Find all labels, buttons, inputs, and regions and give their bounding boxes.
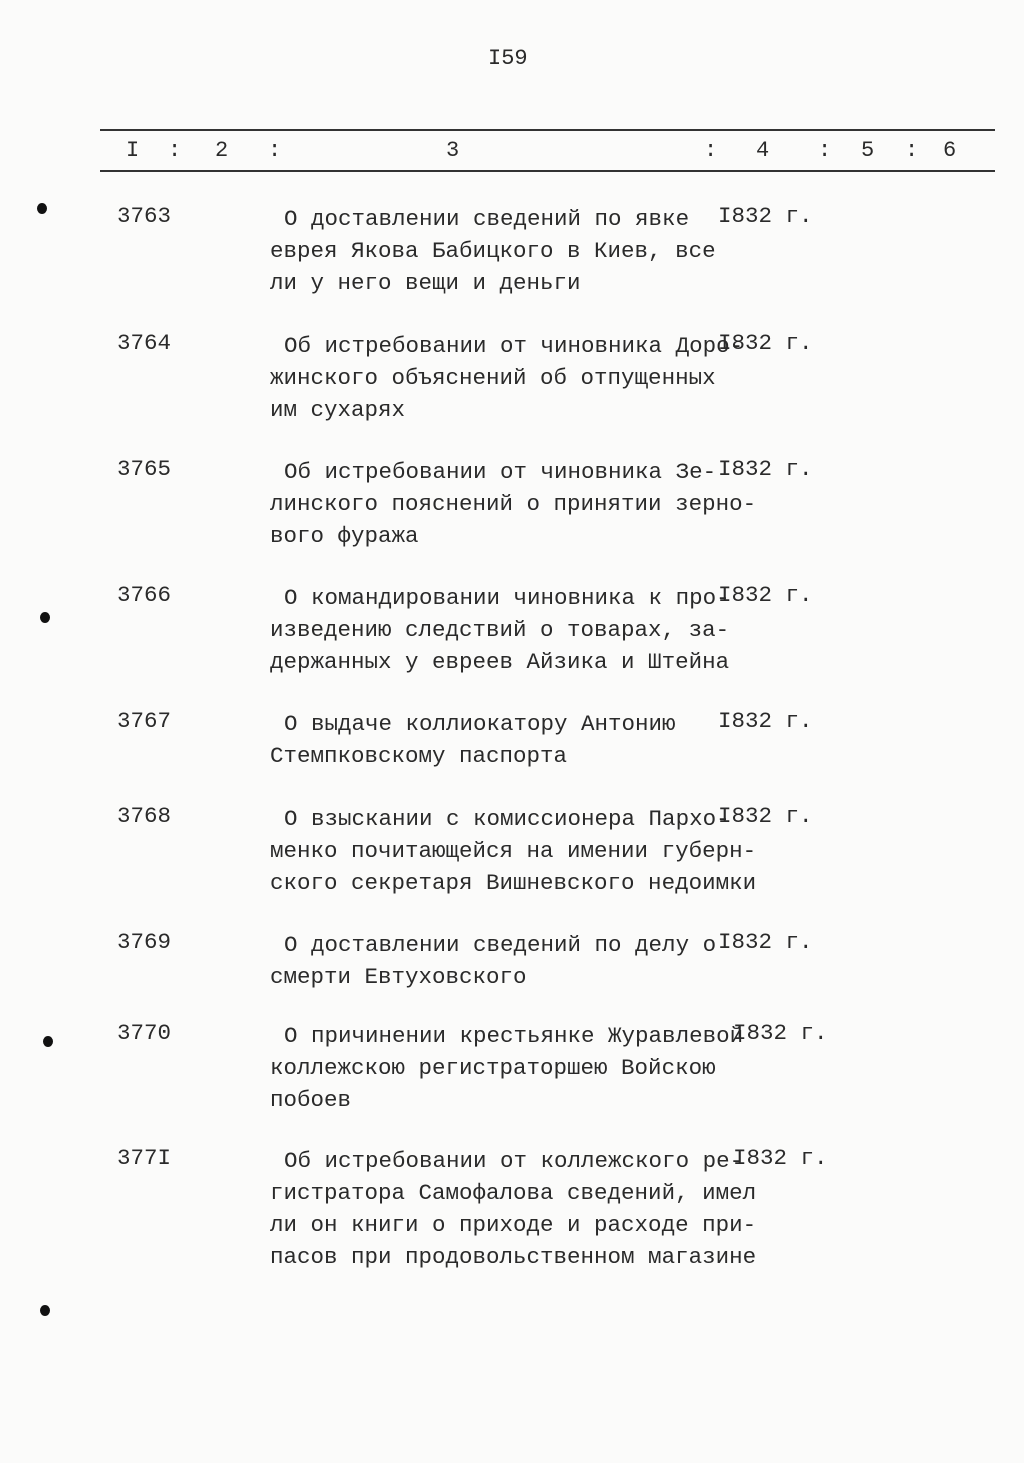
- description-line: держанных у евреев Айзика и Штейна: [270, 649, 730, 675]
- entry-description: [270, 330, 743, 426]
- entry-number: 3770: [117, 1020, 172, 1046]
- description-line: О доставлении сведений по явке: [284, 206, 690, 232]
- entry-number: 3764: [117, 330, 172, 356]
- entry-number: 3768: [117, 803, 172, 829]
- column-separator: :: [905, 138, 919, 163]
- description-line: ского секретаря Вишневского недоимки: [270, 870, 757, 896]
- column-separator: :: [704, 138, 718, 163]
- column-header-6: 6: [943, 138, 957, 163]
- description-line: Об истребовании от чиновника Доро-: [284, 333, 744, 359]
- entry-description: [270, 203, 716, 299]
- binding-hole-mark: [43, 1036, 53, 1047]
- entry-number: 377I: [117, 1145, 172, 1171]
- column-separator: :: [168, 138, 182, 163]
- header-top-rule: [100, 129, 995, 131]
- entry-number: 3763: [117, 203, 172, 229]
- description-line: О взыскании с комиссионера Пархо-: [284, 806, 730, 832]
- description-line: Об истребовании от чиновника Зе-: [284, 459, 717, 485]
- binding-hole-mark: [40, 612, 50, 623]
- column-header-1: I: [126, 138, 140, 163]
- column-header-4: 4: [756, 138, 770, 163]
- entry-year: I832 г.: [718, 203, 813, 229]
- entry-year: I832 г.: [718, 582, 813, 608]
- description-line: ли он книги о приходе и расходе при-: [270, 1212, 757, 1238]
- entry-number: 3765: [117, 456, 172, 482]
- entry-description: [270, 1020, 743, 1116]
- description-line: О причинении крестьянке Журавлевой: [284, 1023, 744, 1049]
- description-line: пасов при продовольственном магазине: [270, 1244, 757, 1270]
- description-line: смерти Евтуховского: [270, 964, 527, 990]
- entry-year: I832 г.: [718, 330, 813, 356]
- description-line: О командировании чиновника к про-: [284, 585, 730, 611]
- description-line: им сухарях: [270, 397, 406, 423]
- entry-year: I832 г.: [733, 1020, 828, 1046]
- binding-hole-mark: [37, 203, 47, 214]
- description-line: гистратора Самофалова сведений, имел: [270, 1180, 757, 1206]
- entry-year: I832 г.: [718, 803, 813, 829]
- header-bottom-rule: [100, 170, 995, 172]
- description-line: вого фуража: [270, 523, 419, 549]
- description-line: Стемпковскому паспорта: [270, 743, 568, 769]
- description-line: менко почитающейся на имении губерн-: [270, 838, 757, 864]
- entry-number: 3769: [117, 929, 172, 955]
- description-line: О доставлении сведений по делу о: [284, 932, 717, 958]
- column-separator: :: [818, 138, 832, 163]
- description-line: побоев: [270, 1087, 352, 1113]
- entry-year: I832 г.: [733, 1145, 828, 1171]
- entry-description: [270, 456, 756, 552]
- column-separator: :: [268, 138, 282, 163]
- entry-year: I832 г.: [718, 929, 813, 955]
- binding-hole-mark: [40, 1305, 50, 1316]
- description-line: коллежскою регистраторшею Войскою: [270, 1055, 716, 1081]
- page-number: I59: [488, 46, 528, 71]
- description-line: линского пояснений о принятии зерно-: [270, 491, 757, 517]
- entry-year: I832 г.: [718, 708, 813, 734]
- entry-description: [270, 708, 676, 772]
- column-header-5: 5: [861, 138, 875, 163]
- description-line: еврея Якова Бабицкого в Киев, все: [270, 238, 716, 264]
- entry-number: 3767: [117, 708, 172, 734]
- description-line: изведению следствий о товарах, за-: [270, 617, 730, 643]
- entry-description: [270, 803, 756, 899]
- column-header-3: 3: [446, 138, 460, 163]
- description-line: О выдаче коллиокатору Антонию: [284, 711, 676, 737]
- entry-year: I832 г.: [718, 456, 813, 482]
- entry-description: [270, 929, 716, 993]
- entry-number: 3766: [117, 582, 172, 608]
- column-header-2: 2: [215, 138, 229, 163]
- description-line: жинского объяснений об отпущенных: [270, 365, 716, 391]
- entry-description: [270, 1145, 756, 1273]
- description-line: ли у него вещи и деньги: [270, 270, 581, 296]
- description-line: Об истребовании от коллежского ре-: [284, 1148, 744, 1174]
- entry-description: [270, 582, 730, 678]
